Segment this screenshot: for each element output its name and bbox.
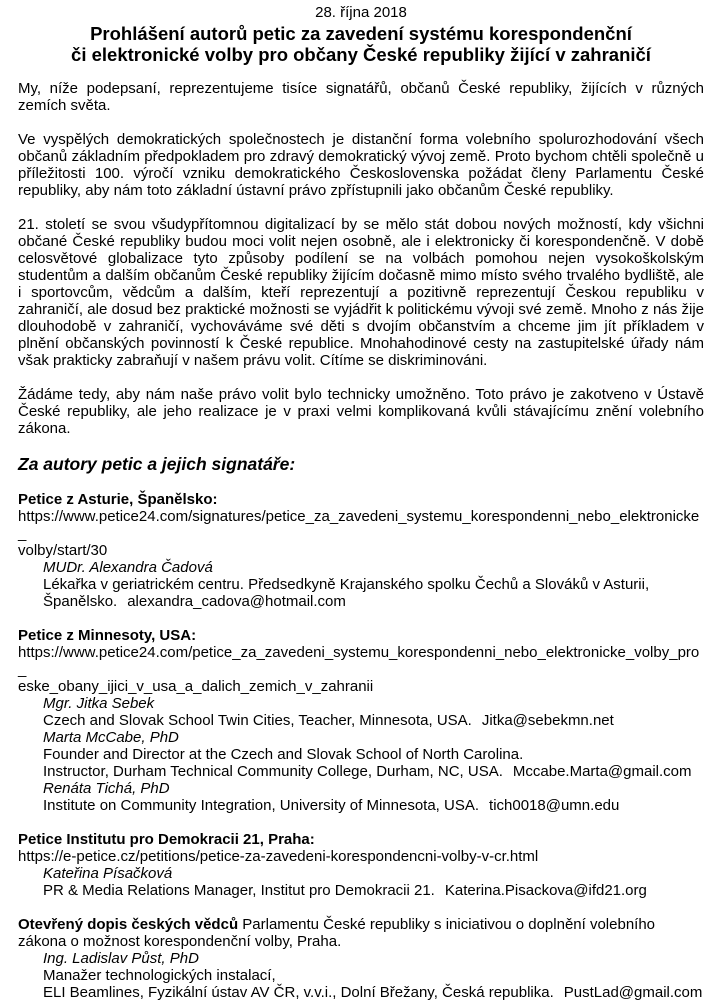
petition-title: Petice z Asturie, Španělsko: <box>18 491 218 508</box>
signatory <box>18 780 704 814</box>
petition-url[interactable] <box>18 644 704 695</box>
signatory-role-text: Institute on Community Integration, University of Minnesota, USA. <box>43 797 480 814</box>
signatory-email[interactable]: Katerina.Pisackova@ifd21.org <box>444 882 647 899</box>
petition-url-line[interactable]: volby/start/30 <box>18 542 108 559</box>
signatory <box>18 559 704 610</box>
signatory <box>18 695 704 729</box>
signatory-name: Mgr. Jitka Sebek <box>43 695 155 712</box>
title-line-1: Prohlášení autorů petic za zavedení systému korespondenční <box>90 23 632 44</box>
paragraph-democracy: Ve vyspělých demokratických společnostech je distanční forma volebního spolurozhodování všech občanů základním předpokladem pro zdravý demokratický vývoj země. Proto bychom chtěli společně u příležitosti 100. výročí vzniku demokratického Československa požádat členy Parlamentu České republiky, aby nám toto základní ústavní právo zpřístupnili jako občanům České republiky. <box>18 131 704 199</box>
petition-url-line[interactable]: eske_obany_ijici_v_usa_a_dalich_zemich_v_zahranii <box>18 678 374 695</box>
signatory-role <box>43 712 704 729</box>
petition-title: Petice Institutu pro Demokracii 21, Praha: <box>18 831 315 848</box>
signatory-role <box>43 797 704 814</box>
signatory-role-continued <box>43 593 704 610</box>
signatory <box>18 950 704 1001</box>
signatory-email[interactable]: Mccabe.Marta@gmail.com <box>512 763 692 780</box>
paragraph-digitalization: 21. století se svou všudypřítomnou digitalizací by se mělo stát dobou nových možností, kdy všichni občané České republiky budou moci volit nejen osobně, ale i elektronicky či korespondenčně. V době celosvětové globalizace tyto způsoby podílení se na volbách pomohou nejen vysokoškolským studentům a dalším občanům České republiky žijícím dočasně mimo místo svého trvalého bydliště, ale i sportovcům, vědcům a dalším, kteří reprezentují a pozitivně reprezentují Českou republiku v zahraničí, ale dosud bez praktické možnosti se vyjádřit k politickému vývoji své země. Mnoho z nás žije dlouhodobě v zahraničí, vychováváme své děti s dvojím občanstvím a chceme jim jít příkladem v plnění občanských povinností k České republice. Mnohahodinové cesty na zastupitelské úřady nám však prakticky zabraňují v našem právu volit. Cítíme se diskriminováni. <box>18 216 704 369</box>
petition-url[interactable]: https://e-petice.cz/petitions/petice-za-zavedeni-korespondencni-volby-v-cr.html <box>18 848 539 865</box>
open-letter-description: Parlamentu České republiky s iniciativou o doplnění volebního zákona o možnost korespondenční volby, Praha. <box>18 916 656 950</box>
signatory-name: Renáta Tichá, PhD <box>43 780 170 797</box>
signatory-role-text: ELI Beamlines, Fyzikální ústav AV ČR, v.v.i., Dolní Břežany, Česká republika. <box>43 984 554 1001</box>
title-line-2: či elektronické volby pro občany České republiky žijící v zahraničí <box>71 44 651 65</box>
signatory <box>18 729 704 780</box>
signatory-role: Lékařka v geriatrickém centru. Předsedkyně Krajanského spolku Čechů a Slováků v Asturii, <box>43 576 650 593</box>
signatory <box>18 865 704 899</box>
petition-url-line[interactable]: https://www.petice24.com/signatures/petice_za_zavedeni_systemu_korespondenni_nebo_elektronicke_ <box>18 508 700 542</box>
petition-asturias <box>18 491 704 610</box>
open-letter-heading <box>18 916 704 950</box>
signatory-role-text: Instructor, Durham Technical Community College, Durham, NC, USA. <box>43 763 503 780</box>
signatory-email[interactable]: tich0018@umn.edu <box>489 797 620 814</box>
signatory-role-continued <box>43 763 704 780</box>
paragraph-intro: My, níže podepsaní, reprezentujeme tisíce signatářů, občanů České republiky, žijících v různých zemích světa. <box>18 80 704 114</box>
signatory-email[interactable]: PustLad@gmail.com <box>563 984 703 1001</box>
signatory-name: Ing. Ladislav Půst, PhD <box>43 950 199 967</box>
signatory-role-text: PR & Media Relations Manager, Institut pro Demokracii 21. <box>43 882 435 899</box>
signatories-heading: Za autory petic a jejich signatáře: <box>18 454 296 474</box>
signatory-role-text: Czech and Slovak School Twin Cities, Teacher, Minnesota, USA. <box>43 712 472 729</box>
paragraph-request: Žádáme tedy, aby nám naše právo volit bylo technicky umožněno. Toto právo je zakotveno v Ústavě České republiky, ale jeho realizace je v praxi velmi komplikovaná kvůli stávajícímu znění volebního zákona. <box>18 386 704 437</box>
signatory-name: Marta McCabe, PhD <box>43 729 179 746</box>
signatory-role-continued <box>43 984 704 1001</box>
signatory-name: MUDr. Alexandra Čadová <box>43 559 213 576</box>
petition-url[interactable] <box>18 508 704 559</box>
open-letter-scientists <box>18 916 704 1001</box>
signatory-role <box>43 882 704 899</box>
document-date: 28. října 2018 <box>315 4 407 21</box>
signatory-name: Kateřina Písačková <box>43 865 173 882</box>
petition-url-line[interactable]: https://www.petice24.com/petice_za_zavedeni_systemu_korespondenni_nebo_elektronicke_volby_pro_ <box>18 644 700 678</box>
open-letter-title: Otevřený dopis českých vědců <box>18 916 239 933</box>
document-title <box>18 23 704 65</box>
petition-title: Petice z Minnesoty, USA: <box>18 627 197 644</box>
signatory-email[interactable]: Jitka@sebekmn.net <box>481 712 614 729</box>
signatory-role: Manažer technologických instalací, <box>43 967 276 984</box>
petition-minnesota <box>18 627 704 814</box>
signatory-location: Španělsko. <box>43 593 118 610</box>
signatory-email[interactable]: alexandra_cadova@hotmail.com <box>127 593 346 610</box>
petition-ifd21 <box>18 831 704 899</box>
signatory-role: Founder and Director at the Czech and Slovak School of North Carolina. <box>43 746 524 763</box>
